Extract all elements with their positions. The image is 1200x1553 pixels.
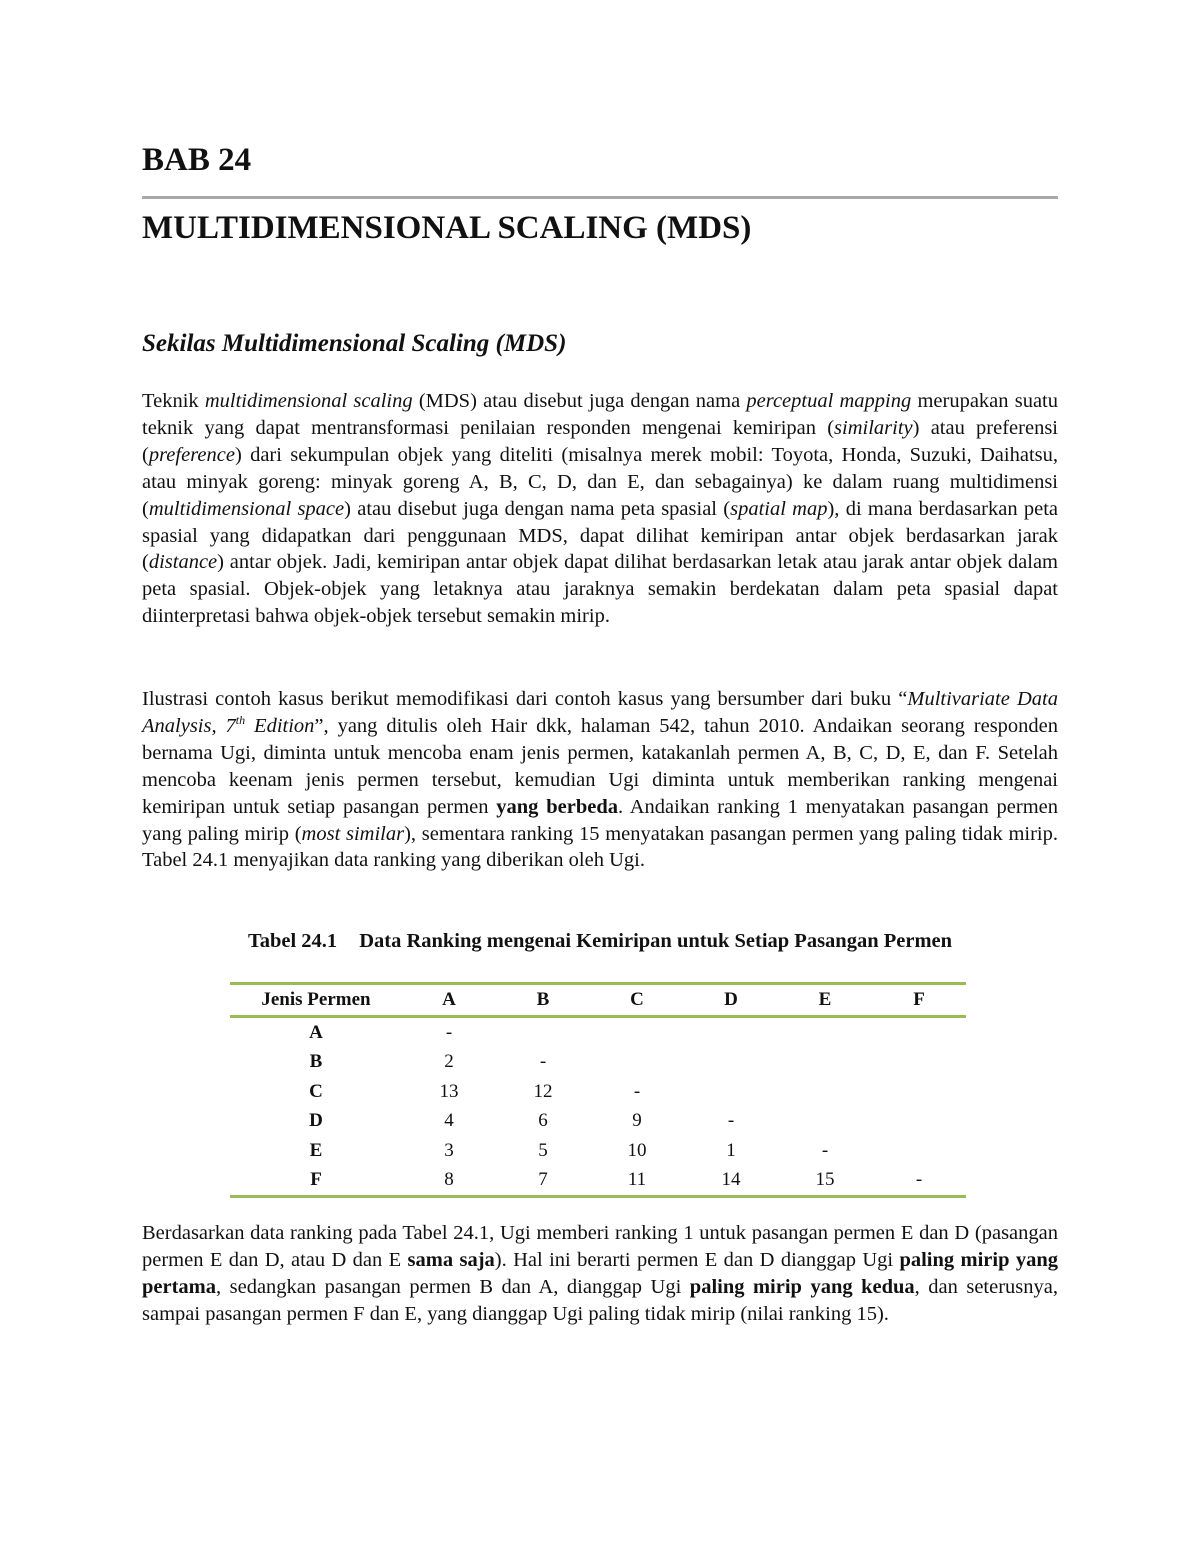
table-cell: [590, 1017, 684, 1048]
text-run: th: [235, 713, 246, 728]
text-run: sama saja: [407, 1248, 495, 1271]
table-cell: [872, 1077, 966, 1107]
text-run: Edition: [245, 714, 315, 737]
text-run: multidimensional space: [148, 497, 345, 520]
text-run: preference: [148, 443, 235, 466]
table-row-label: E: [309, 1139, 323, 1161]
table-row: [230, 1107, 966, 1137]
table-cell: 5: [538, 1139, 548, 1161]
table-cell: 11: [590, 1166, 684, 1197]
table-row: [230, 1136, 966, 1166]
table-cell: 7: [496, 1166, 590, 1197]
table-cell: -: [445, 1021, 453, 1043]
table-cell: 2: [444, 1051, 454, 1073]
table-header-cell: E: [778, 984, 872, 1017]
table-cell: [496, 1017, 590, 1048]
table-header-row: [230, 984, 966, 1017]
table-cell: 12: [533, 1080, 553, 1102]
title-divider: [142, 196, 1058, 199]
text-run: ) antar objek. Jadi, kemiripan antar objek dapat dilihat berdasarkan letak atau jarak antar objek dalam peta spasial. Objek-objek yang letaknya atau jaraknya semakin berdekatan dalam peta spasial dapat diinterpretasi bahwa objek-objek tersebut semakin mirip.: [142, 551, 1058, 628]
table-cell: [684, 1048, 778, 1078]
table-cell: [778, 1107, 872, 1137]
table-cell: [778, 1017, 872, 1048]
text-run: ), sementara ranking 15 menyatakan pasangan permen yang paling tidak mirip. Tabel 24.1 menyajikan data ranking yang diberikan oleh Ugi.: [142, 822, 1058, 872]
table-cell: 3: [444, 1139, 454, 1161]
text-run: ). Hal ini berarti permen E dan D dianggap Ugi: [494, 1248, 900, 1271]
table-header-cell: D: [684, 984, 778, 1017]
table-row: [230, 1077, 966, 1107]
text-run: most similar: [301, 822, 405, 845]
table-cell: 9: [632, 1110, 642, 1132]
table-cell: 13: [439, 1080, 459, 1102]
table-caption: [142, 930, 1058, 953]
table-cell: [872, 1136, 966, 1166]
table-header-cell: A: [402, 984, 496, 1017]
text-run: distance: [148, 551, 218, 574]
text-run: , sedangkan pasangan permen B dan A, dianggap Ugi: [216, 1275, 690, 1298]
text-run: ) atau disebut juga dengan nama peta spasial (: [344, 497, 731, 520]
table-cell: -: [633, 1080, 641, 1102]
table-cell: -: [872, 1166, 966, 1197]
table-row-label: F: [230, 1166, 402, 1197]
table-row: [230, 1166, 966, 1197]
table-row: [230, 1017, 966, 1048]
table-caption-text: Data Ranking mengenai Kemiripan untuk Setiap Pasangan Permen: [359, 930, 953, 952]
text-run: ) atau preferensi (: [142, 416, 1059, 466]
table-cell: [684, 1017, 778, 1048]
paragraph-intro: [142, 388, 1058, 630]
table-row-label: D: [309, 1110, 323, 1132]
text-run: Teknik: [142, 390, 205, 412]
text-run: Multivariate Data Analysis, 7: [142, 688, 1058, 737]
table-header-cell: B: [496, 984, 590, 1017]
table-cell: 15: [778, 1166, 872, 1197]
text-run: ”, yang ditulis oleh Hair dkk, halaman 542, tahun 2010. Andaikan seorang responden bernama Ugi, diminta untuk mencoba enam jenis permen, katakanlah permen A, B, C, D, E, dan F. Setelah mencoba keenam jenis permen tersebut, kemudian Ugi diminta untuk memberikan ranking mengenai kemiripan untuk setiap pasangan permen: [142, 714, 1059, 818]
table-row-label: C: [309, 1080, 323, 1102]
table-cell: -: [539, 1051, 547, 1073]
paragraph-illustration: [142, 686, 1058, 874]
text-run: merupakan suatu teknik yang dapat mentransformasi penilaian responden mengenai kemiripan (: [142, 390, 1058, 439]
text-run: Berdasarkan data ranking pada Tabel 24.1, Ugi memberi ranking 1 untuk pasangan permen E dan D (pasangan permen E dan D, atau D dan E: [142, 1222, 1058, 1271]
table-header-cell: F: [872, 984, 966, 1017]
table-cell: 1: [726, 1139, 736, 1161]
table-caption-number: Tabel 24.1: [247, 930, 338, 952]
table-cell: [872, 1017, 966, 1048]
text-run: similarity: [834, 416, 913, 439]
text-run: multidimensional scaling: [204, 390, 413, 412]
table-cell: [778, 1048, 872, 1078]
text-run: (MDS) atau disebut juga dengan nama: [412, 390, 747, 412]
text-run: paling mirip yang kedua: [689, 1275, 915, 1298]
section-heading: Sekilas Multidimensional Scaling (MDS): [142, 330, 567, 357]
table-row: [230, 1048, 966, 1078]
table-cell: [872, 1107, 966, 1137]
table-cell: 10: [627, 1139, 647, 1161]
text-run: . Andaikan ranking 1 menyatakan pasangan permen yang paling mirip (: [142, 795, 1058, 845]
table-row-label: B: [309, 1051, 323, 1073]
text-run: ) dari sekumpulan objek yang diteliti (misalnya merek mobil: Toyota, Honda, Suzuki, Daihatsu, atau minyak goreng: minyak goreng A, B, C, D, dan E, dan sebagainya) ke dalam ruang multidimensi (: [142, 443, 1058, 520]
table-cell: [778, 1077, 872, 1107]
text-run: perceptual mapping: [746, 390, 912, 412]
table-cell: [872, 1048, 966, 1078]
table-cell: -: [727, 1110, 735, 1132]
table-cell: 6: [538, 1110, 548, 1132]
table-cell: [684, 1077, 778, 1107]
chapter-title: MULTIDIMENSIONAL SCALING (MDS): [142, 210, 752, 246]
text-run: Ilustrasi contoh kasus berikut memodifikasi dari contoh kasus yang bersumber dari buku “: [142, 688, 908, 710]
ranking-table: [230, 982, 966, 1198]
chapter-number: BAB 24: [142, 142, 252, 178]
table-cell: 8: [402, 1166, 496, 1197]
paragraph-interpretation: [142, 1220, 1058, 1328]
table-header-cell: Jenis Permen: [230, 984, 402, 1017]
text-run: ), di mana berdasarkan peta spasial yang didapatkan dari penggunaan MDS, dapat dilihat kemiripan antar objek berdasarkan jarak (: [142, 497, 1058, 574]
table-cell: -: [821, 1139, 829, 1161]
text-run: , dan seterusnya, sampai pasangan permen F dan E, yang dianggap Ugi paling tidak mirip (nilai ranking 15).: [142, 1275, 1058, 1325]
text-run: spatial map: [730, 497, 828, 520]
table-cell: 4: [444, 1110, 454, 1132]
table-row-label: A: [309, 1021, 323, 1043]
table-cell: [590, 1048, 684, 1078]
table-cell: 14: [684, 1166, 778, 1197]
table-header-cell: C: [590, 984, 684, 1017]
text-run: yang berbeda: [496, 795, 618, 818]
text-run: paling mirip yang pertama: [142, 1248, 1059, 1298]
